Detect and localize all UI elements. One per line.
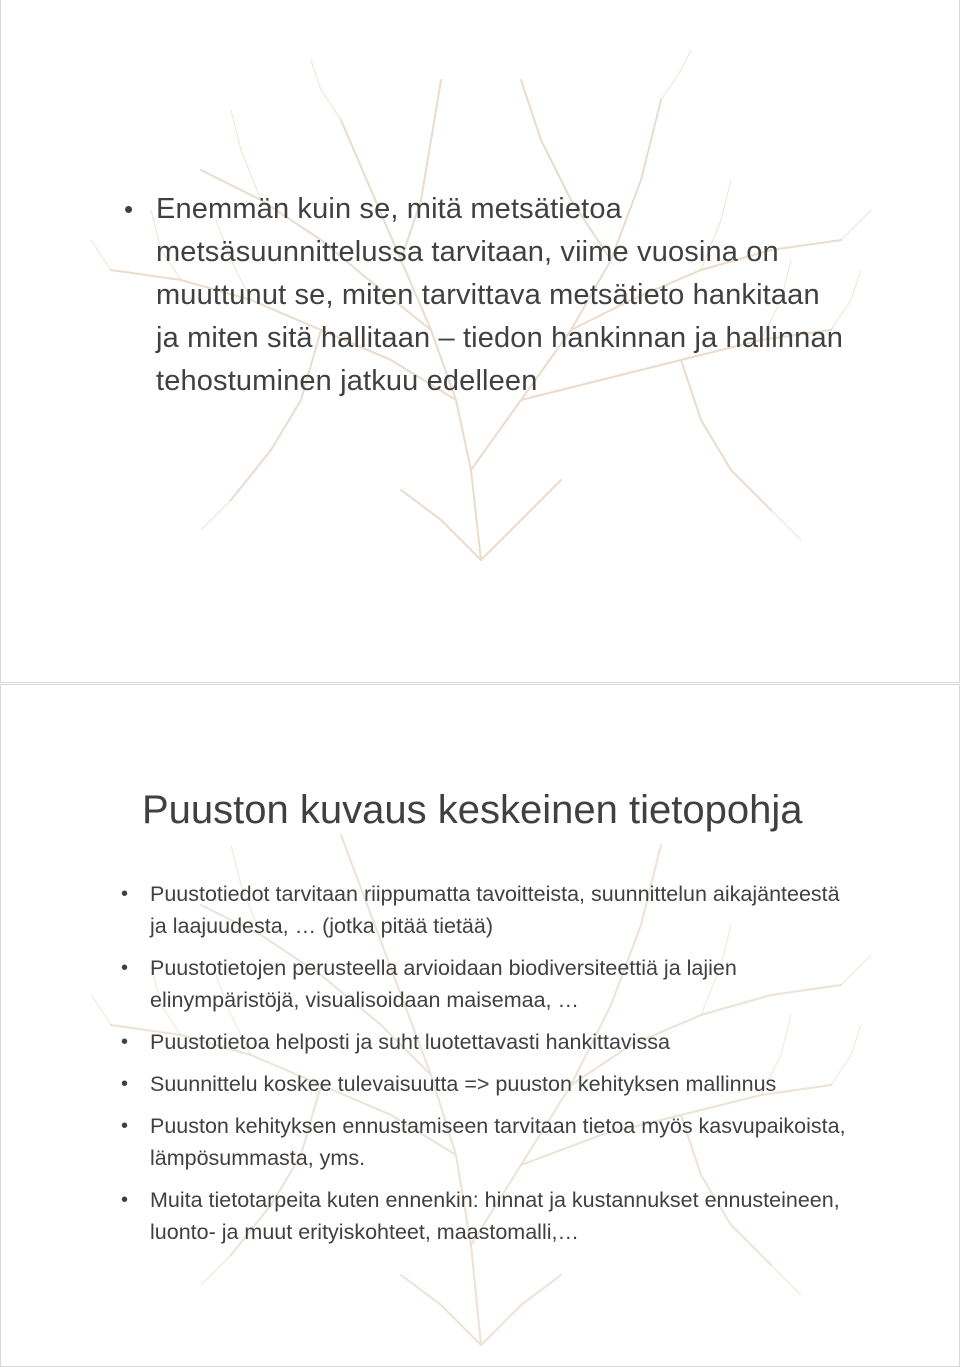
slide-2-bullet-list [150, 878, 850, 1258]
bullet-item: • Puustotietoa helposti ja suht luotettavasti hankittavissa [150, 1026, 850, 1058]
bullet-item: • Puustotiedot tarvitaan riippumatta tavoitteista, suunnittelun aikajänteestä ja laajuudesta, … (jotka pitää tietää) [150, 878, 850, 942]
slide-1 [0, 0, 960, 683]
slide-1-bullet-list [156, 188, 846, 403]
bullet-item: • Puustotietojen perusteella arvioidaan biodiversiteettiä ja lajien elinympäristöjä, visualisoidaan maisemaa, … [150, 952, 850, 1016]
slide-title: Puuston kuvaus keskeinen tietopohja [142, 788, 803, 832]
bullet-item: • Muita tietotarpeita kuten ennenkin: hinnat ja kustannukset ennusteineen, luonto- ja muut erityiskohteet, maastomalli,… [150, 1184, 850, 1248]
bullet-item: • Enemmän kuin se, mitä metsätietoa metsäsuunnittelussa tarvitaan, viime vuosina on muuttunut se, miten tarvittava metsätieto hankitaan ja miten sitä hallitaan – tiedon hankinnan ja hallinnan tehostuminen jatkuu edelleen [156, 188, 846, 403]
bullet-item: • Suunnittelu koskee tulevaisuutta => puuston kehityksen mallinnus [150, 1068, 850, 1100]
bullet-item: • Puuston kehityksen ennustamiseen tarvitaan tietoa myös kasvupaikoista, lämpösummasta, yms. [150, 1110, 850, 1174]
